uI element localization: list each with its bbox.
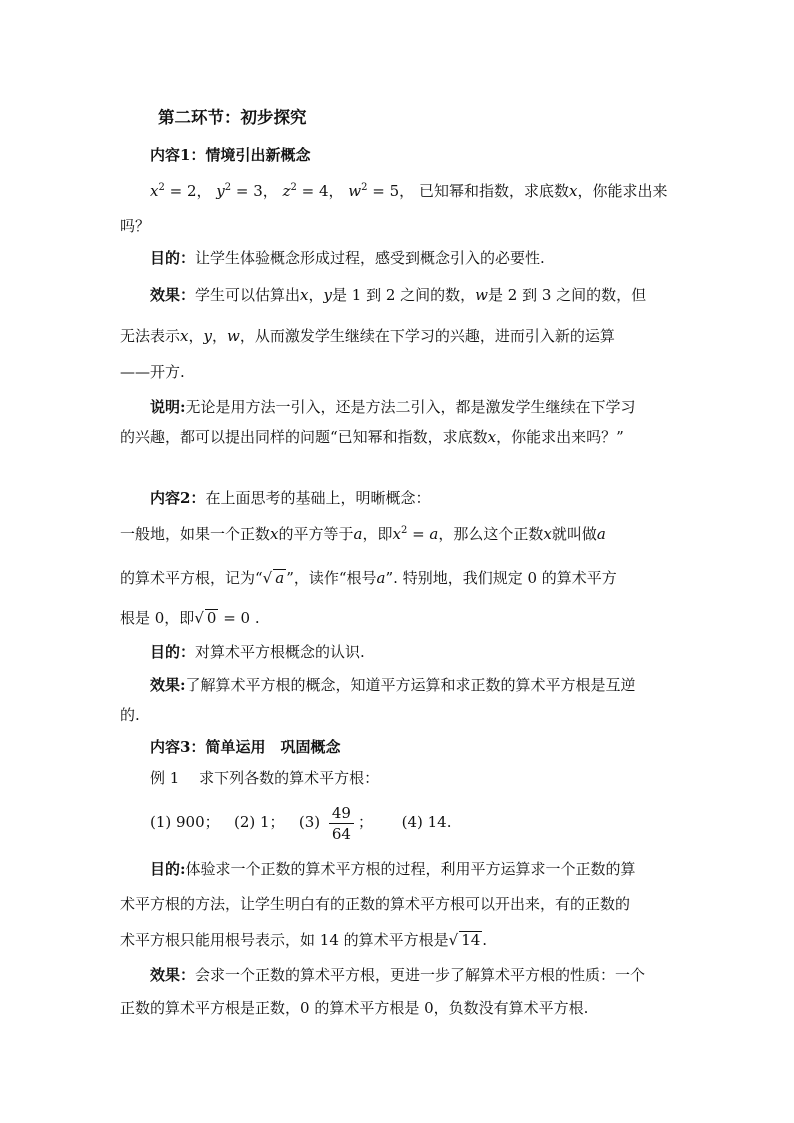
- def1-var-a2: a: [596, 525, 606, 543]
- content2-effect-label: 效果:: [150, 676, 186, 694]
- eq3-var: z: [282, 182, 291, 200]
- effect-text-a: 学生可以估算出: [195, 286, 301, 304]
- content3-heading: 内容3：简单运用 巩固概念: [150, 738, 341, 756]
- def1-c: ，即: [362, 525, 393, 543]
- content1-note-line2: [120, 427, 680, 447]
- content3-purpose-line2: 术平方根的方法，让学生明白有的正数的算术平方根可以开出来，有的正数的: [120, 895, 631, 913]
- note-line1: 无论是用方法一引入，还是方法二引入，都是激发学生继续在下学习: [185, 398, 636, 416]
- sqrt-a: a: [275, 569, 285, 587]
- effect-text-d: 是 2 到 3 之间的数，但: [488, 286, 647, 304]
- eq3-rhs: = 4，: [296, 182, 344, 200]
- def1-var-a: a: [353, 525, 363, 543]
- note-line2-a: 的兴趣，都可以提出同样的问题“已知幂和指数，求底数: [120, 428, 488, 446]
- def1-var-x2: x: [543, 525, 552, 543]
- effect-var-x: x: [300, 286, 309, 304]
- effect-text-c: 是 1 到 2 之间的数，: [332, 286, 476, 304]
- eq2-exp: 2: [224, 182, 232, 193]
- content2-effect-line2: 的.: [120, 706, 140, 724]
- item-4: (4) 14.: [401, 813, 452, 831]
- question-continuation: 吗？: [120, 217, 151, 235]
- effect-line2-b: ，从而激发学生继续在下学习的兴趣，进而引入新的运算: [239, 327, 615, 345]
- eq1-rhs: = 2，: [164, 182, 212, 200]
- content1-effect-line2: 无法表示x，y，w，从而激发学生继续在下学习的兴趣，进而引入新的运算: [120, 327, 615, 345]
- note-line2-b: ，你能求出来吗？”: [496, 428, 624, 446]
- item-3-end: ；: [357, 813, 373, 831]
- content2-definition-line1: [120, 524, 680, 544]
- note-line2-var: x: [487, 428, 497, 446]
- content2-effect-text1: 了解算术平方根的概念，知道平方运算和求正数的算术平方根是互逆: [185, 676, 636, 694]
- content1-effect: [150, 285, 710, 305]
- content3-purpose-line1: 体验求一个正数的算术平方根的过程，利用平方运算求一个正数的算: [185, 860, 636, 878]
- def1-d: ，那么这个正数: [438, 525, 544, 543]
- section-title: 第二环节：初步探究: [158, 108, 307, 127]
- example-1: 例 1 求下列各数的算术平方根：: [150, 769, 380, 787]
- note-label: 说明:: [150, 398, 186, 416]
- eq1-exp: 2: [158, 182, 165, 193]
- content3-effect-label: 效果：: [150, 966, 196, 984]
- effect-line2-x: x: [180, 327, 189, 345]
- eq1-var: x: [150, 182, 159, 200]
- content1-purpose: [150, 248, 710, 268]
- question-end: ，你能求出来: [577, 182, 668, 200]
- content3-effect-line1: 会求一个正数的算术平方根，更进一步了解算术平方根的性质：一个: [195, 966, 646, 984]
- content2-purpose: [150, 642, 710, 662]
- purpose-line3-b: .: [482, 931, 488, 949]
- def1-eq-exp: 2: [400, 525, 408, 536]
- question-text: 已知幂和指数，求底数: [418, 182, 569, 200]
- content3-effect: [150, 965, 710, 985]
- def2-b: ”，读作“根号: [286, 569, 377, 587]
- content2-heading-text: 在上面思考的基础上，明晰概念：: [205, 489, 431, 507]
- effect-var-w: w: [475, 286, 489, 304]
- effect-line2-a: 无法表示: [120, 327, 181, 345]
- content3-effect-line2: 正数的算术平方根是正数，0 的算术平方根是 0，负数没有算术平方根.: [120, 999, 589, 1017]
- sqrt-zero: 0: [206, 609, 217, 627]
- content2-heading: [150, 488, 710, 508]
- content2-definition-line2: 的算术平方根，记为“√ a ”，读作“根号a”. 特别地，我们规定 0 的算术平方: [120, 569, 617, 587]
- eq4-var: w: [348, 182, 362, 200]
- content1-heading: 内容1：情境引出新概念: [150, 146, 311, 164]
- content2-purpose-text: 对算术平方根概念的认识.: [195, 643, 365, 661]
- effect-text-b: ，: [308, 286, 324, 304]
- content2-heading-label: 内容2：: [150, 489, 206, 507]
- fraction-49-64: [329, 803, 354, 844]
- fraction-numerator: 49: [329, 803, 354, 824]
- def2-var-a: a: [376, 569, 386, 587]
- content1-equations: [150, 181, 710, 201]
- def3-a: 根是 0，即: [120, 609, 195, 627]
- purpose-text: 让学生体验概念形成过程，感受到概念引入的必要性.: [195, 249, 545, 267]
- eq4-exp: 2: [361, 182, 368, 193]
- effect-line2-y: y: [203, 327, 212, 345]
- content3-purpose-line3: 术平方根只能用根号表示，如 14 的算术平方根是√ 14 .: [120, 931, 488, 949]
- content2-definition-line3: 根是 0，即√ 0 = 0 .: [120, 609, 260, 627]
- eq2-var: y: [216, 182, 225, 200]
- example-items: [150, 800, 710, 844]
- item-1: (1) 900；: [150, 813, 220, 831]
- def1-var-x: x: [270, 525, 279, 543]
- def1-b: 的平方等于: [278, 525, 354, 543]
- effect-line2-w: w: [227, 327, 240, 345]
- def1-eq-sign: =: [407, 525, 430, 543]
- content3-purpose: [150, 859, 710, 879]
- def1-e: 就叫做: [551, 525, 597, 543]
- item-2: (2) 1；: [233, 813, 285, 831]
- question-var: x: [568, 182, 578, 200]
- fraction-denominator: 64: [331, 824, 351, 843]
- def2-a: 的算术平方根，记为“: [120, 569, 263, 587]
- def2-c: ”. 特别地，我们规定 0 的算术平方: [385, 569, 617, 587]
- content1-note: [150, 397, 710, 417]
- content2-purpose-label: 目的：: [150, 643, 196, 661]
- purpose-line3-a: 术平方根只能用根号表示，如 14 的算术平方根是: [120, 931, 449, 949]
- eq3-exp: 2: [290, 182, 297, 193]
- sqrt-14: 14: [461, 931, 481, 949]
- def1-eq-x: x: [392, 525, 401, 543]
- def1-eq-a: a: [429, 525, 439, 543]
- purpose-label: 目的：: [150, 249, 196, 267]
- content2-effect: [150, 675, 710, 695]
- eq2-rhs: = 3，: [231, 182, 278, 200]
- def3-b: = 0 .: [218, 609, 260, 627]
- eq4-rhs: = 5，: [367, 182, 415, 200]
- effect-var-y: y: [323, 286, 332, 304]
- effect-label: 效果：: [150, 286, 196, 304]
- item-3: (3): [298, 813, 321, 831]
- content1-effect-line3: ——开方.: [120, 363, 185, 381]
- content3-purpose-label: 目的:: [150, 860, 186, 878]
- def1-a: 一般地，如果一个正数: [120, 525, 271, 543]
